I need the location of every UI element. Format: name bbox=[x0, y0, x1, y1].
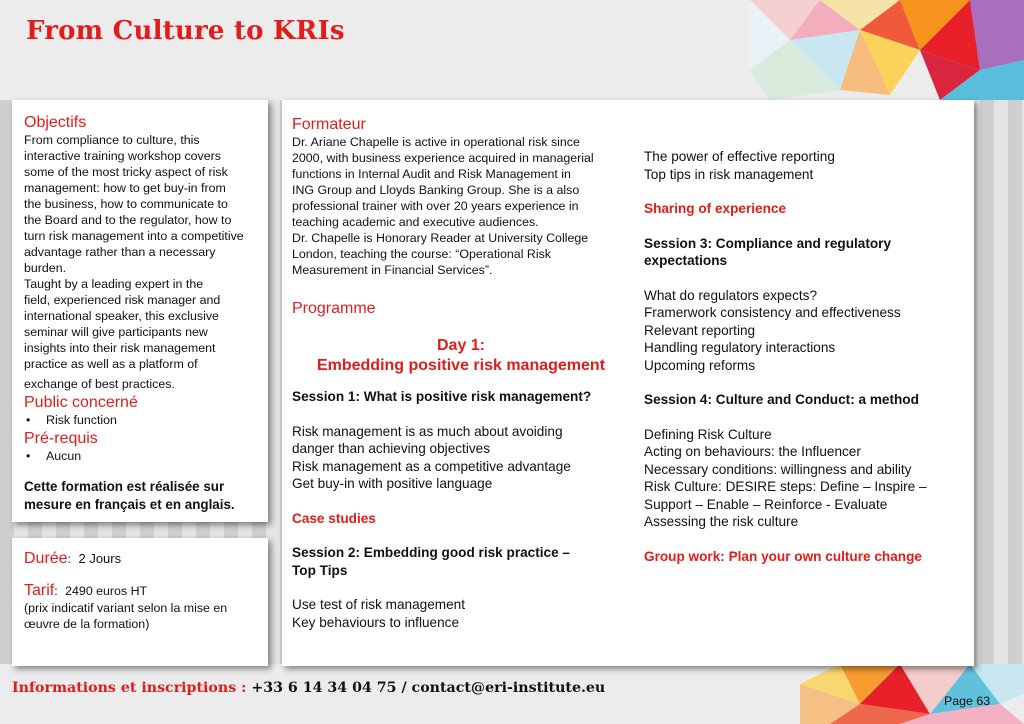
text-line: Measurement in Financial Services”. bbox=[292, 263, 493, 277]
text-line: functions in Internal Audit and Risk Management in bbox=[292, 167, 571, 181]
polygon-decoration-bottom bbox=[800, 664, 1024, 724]
duree-colon: : bbox=[67, 552, 72, 566]
text-line: Dr. Chapelle is Honorary Reader at University College bbox=[292, 231, 589, 245]
language-note bbox=[24, 478, 264, 514]
objectifs-heading: Objectifs bbox=[24, 114, 87, 131]
session3-list bbox=[644, 287, 966, 375]
objectifs-text bbox=[24, 132, 264, 392]
tarif-label: Tarif bbox=[24, 582, 55, 599]
list-item: What do regulators expects? bbox=[644, 287, 818, 303]
sharing-experience: Sharing of experience bbox=[644, 201, 787, 216]
list-item: Key behaviours to influence bbox=[292, 614, 460, 630]
list-item: Support – Enable – Reinforce - Evaluate bbox=[644, 496, 888, 512]
duration-price-card bbox=[12, 538, 268, 666]
list-item: Risk management is as much about avoiding bbox=[292, 423, 563, 439]
list-item: • Risk function bbox=[24, 412, 264, 428]
session1-list bbox=[292, 423, 630, 493]
text-line: 2000, with business experience acquired in managerial bbox=[292, 151, 594, 165]
footer-contact-details[interactable]: +33 6 14 34 04 75 / contact@eri-institute.eu bbox=[251, 680, 606, 696]
session-title-line: Session 3: Compliance and regulatory bbox=[644, 235, 892, 251]
note-line: Cette formation est réalisée sur bbox=[24, 479, 225, 494]
text-line: exchange of best practices. bbox=[24, 377, 175, 391]
prereq-list bbox=[24, 448, 264, 464]
session3-title bbox=[644, 235, 966, 270]
formateur-heading: Formateur bbox=[292, 116, 366, 133]
list-item: The power of effective reporting bbox=[644, 149, 835, 164]
session4-title: Session 4: Culture and Conduct: a method bbox=[644, 392, 919, 407]
session2-list bbox=[292, 596, 630, 631]
public-heading: Public concerné bbox=[24, 394, 138, 411]
text-line: ING Group and Lloyds Banking Group. She is a also bbox=[292, 183, 580, 197]
day-heading bbox=[292, 336, 630, 376]
list-item: Defining Risk Culture bbox=[644, 426, 772, 442]
session-title-line: expectations bbox=[644, 253, 728, 268]
programme-card bbox=[282, 100, 974, 666]
day-line: Day 1: bbox=[436, 337, 486, 354]
day-line: Embedding positive risk management bbox=[316, 357, 606, 374]
duree-value: 2 Jours bbox=[78, 551, 122, 566]
text-line: advantage rather than a necessary bbox=[24, 245, 216, 259]
tarif-note: (prix indicatif variant selon la mise en bbox=[24, 601, 228, 615]
list-item: Framerwork consistency and effectiveness bbox=[644, 305, 901, 320]
list-item: Upcoming reforms bbox=[644, 357, 756, 373]
text-line: From compliance to culture, this bbox=[24, 133, 200, 147]
text-line: burden. bbox=[24, 261, 67, 275]
text-line: turn risk management into a competitive bbox=[24, 229, 244, 243]
case-studies: Case studies bbox=[292, 510, 376, 526]
list-item: Get buy-in with positive language bbox=[292, 476, 493, 491]
objectives-card bbox=[12, 100, 268, 522]
group-work: Group work: Plan your own culture change bbox=[644, 548, 922, 564]
tarif-value: 2490 euros HT bbox=[65, 584, 148, 598]
footer-label: Informations et inscriptions : bbox=[12, 680, 247, 696]
list-item: Top tips in risk management bbox=[644, 166, 814, 182]
duree-row bbox=[24, 550, 264, 568]
prereq-heading: Pré-requis bbox=[24, 430, 98, 447]
list-item: • Aucun bbox=[24, 448, 264, 464]
list-item: Assessing the risk culture bbox=[644, 514, 799, 529]
programme-heading: Programme bbox=[292, 300, 376, 317]
list-item: Use test of risk management bbox=[292, 597, 466, 612]
tarif-note: œuvre de la formation) bbox=[24, 617, 150, 631]
note-line: mesure en français et en anglais. bbox=[24, 497, 235, 512]
text-line: field, experienced risk manager and bbox=[24, 293, 221, 307]
duree-label: Durée bbox=[24, 550, 68, 567]
page-title: From Culture to KRIs bbox=[26, 16, 345, 46]
list-item: Risk Culture: DESIRE steps: Define – Inspire – bbox=[644, 479, 927, 494]
text-line: teaching academic and executive audiences. bbox=[292, 215, 539, 229]
text-line: insights into their risk management bbox=[24, 341, 216, 355]
session1-title: Session 1: What is positive risk management? bbox=[292, 389, 592, 404]
text-line: interactive training workshop covers bbox=[24, 149, 221, 163]
list-item: Acting on behaviours: the Influencer bbox=[644, 444, 861, 459]
public-list bbox=[24, 412, 264, 428]
text-line: the business, how to communicate to bbox=[24, 197, 228, 211]
page-number: Page 63 bbox=[944, 694, 991, 708]
text-line: management: how to get buy-in from bbox=[24, 181, 226, 195]
text-line: international speaker, this exclusive bbox=[24, 309, 219, 323]
text-line: professional trainer with over 20 years experience in bbox=[292, 199, 579, 213]
text-line: seminar will give participants new bbox=[24, 325, 208, 339]
text-line: the Board and to the regulator, how to bbox=[24, 213, 232, 227]
session-title-line: Top Tips bbox=[292, 562, 348, 578]
tarif-row bbox=[24, 582, 264, 600]
text-line: Taught by a leading expert in the bbox=[24, 277, 204, 291]
tarif-colon: : bbox=[54, 584, 58, 598]
list-item: Necessary conditions: willingness and ability bbox=[644, 461, 912, 477]
text-line: Dr. Ariane Chapelle is active in operational risk since bbox=[292, 135, 580, 149]
list-item: Handling regulatory interactions bbox=[644, 340, 836, 355]
list-item: Relevant reporting bbox=[644, 322, 756, 338]
session-title-line: Session 2: Embedding good risk practice – bbox=[292, 545, 570, 560]
text-line: some of the most tricky aspect of risk bbox=[24, 165, 228, 179]
session4-list bbox=[644, 426, 966, 531]
text-line: London, teaching the course: “Operational Risk bbox=[292, 247, 551, 261]
session2-title bbox=[292, 544, 630, 579]
polygon-decoration-top bbox=[750, 0, 1024, 100]
list-item: Risk management as a competitive advantage bbox=[292, 458, 571, 474]
footer-contact bbox=[12, 680, 605, 696]
text-line: practice as well as a platform of bbox=[24, 357, 198, 371]
session2-list-continued bbox=[644, 148, 966, 183]
formateur-text bbox=[292, 134, 630, 278]
list-item: danger than achieving objectives bbox=[292, 441, 490, 456]
